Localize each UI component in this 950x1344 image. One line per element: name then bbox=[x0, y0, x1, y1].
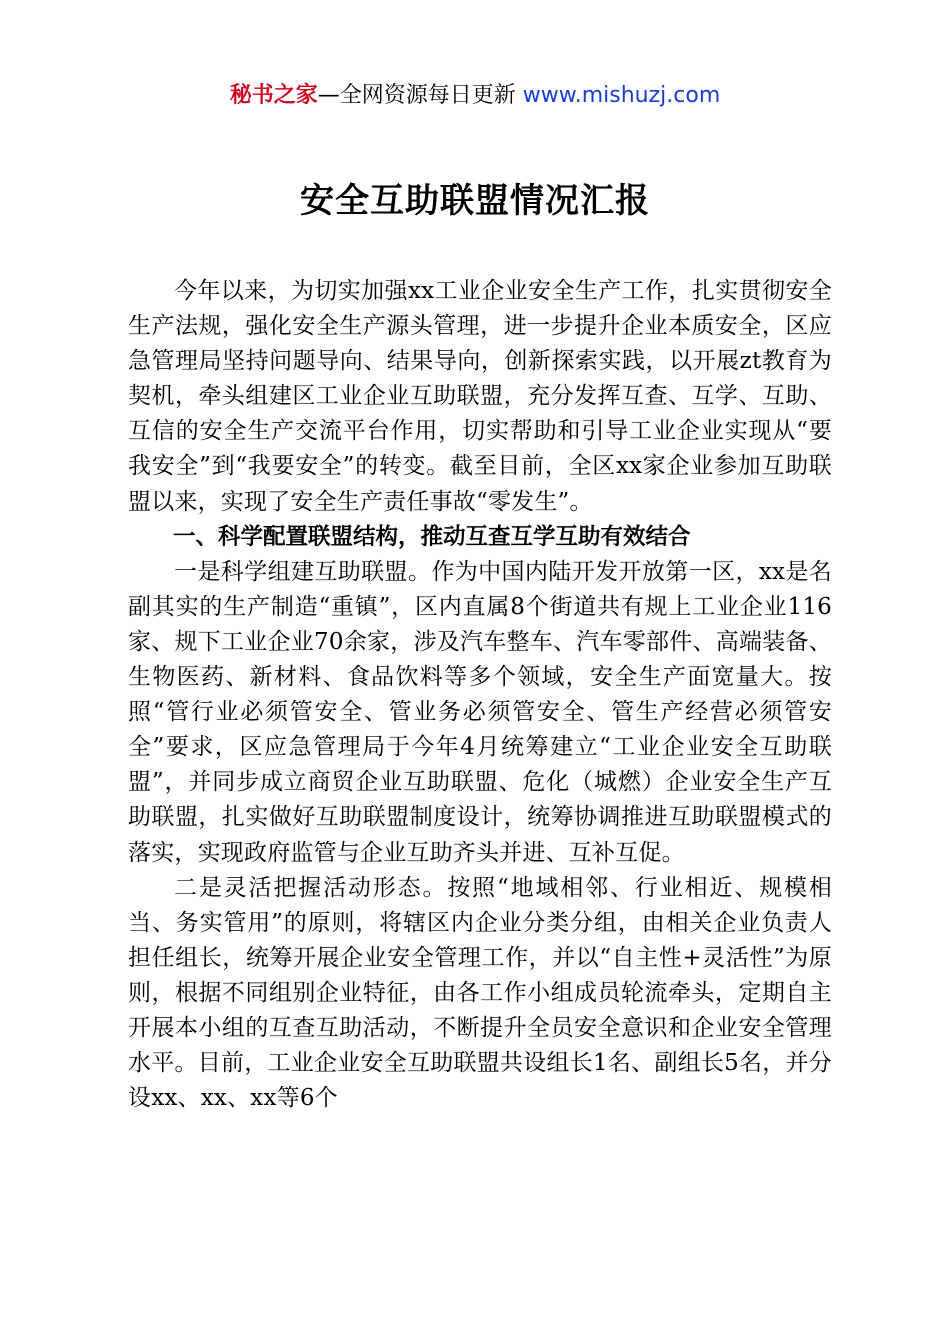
site-banner bbox=[0, 80, 950, 112]
paragraph-intro: 今年以来，为切实加强xx工业企业安全生产工作，扎实贯彻安全生产法规，强化安全生产源头管理，进一步提升企业本质安全，区应急管理局坚持问题导向、结果导向，创新探索实践，以开展zt教育为契机，牵头组建区工业企业互助联盟，充分发挥互查、互学、互助、互信的安全生产交流平台作用，切实帮助和引导工业企业实现从“要我安全”到“我要安全”的转变。截至目前，全区xx家企业参加互助联盟以来，实现了安全生产责任事故“零发生”。 bbox=[128, 278, 832, 515]
banner-tagline: 全网资源每日更新 bbox=[339, 83, 516, 108]
paragraph-point-2: 二是灵活把握活动形态。按照“地域相邻、行业相近、规模相当、务实管用”的原则，将辖区内企业分类分组，由相关企业负责人担任组长，统筹开展企业安全管理工作，并以“自主性+灵活性”为原则，根据不同组别企业特征，由各工作小组成员轮流牵头，定期自主开展本小组的互查互助活动，不断提升全员安全意识和企业安全管理水平。目前，工业企业安全互助联盟共设组长1名、副组长5名，并分设xx、xx、xx等6个 bbox=[128, 874, 832, 1112]
banner-url[interactable]: www.mishuzj.com bbox=[522, 83, 721, 108]
banner-brand: 秘书之家 bbox=[229, 83, 318, 108]
banner-separator: — bbox=[317, 83, 340, 108]
paragraph-point-1: 一是科学组建互助联盟。作为中国内陆开发开放第一区，xx是名副其实的生产制造“重镇”，区内直属8个街道共有规上工业企业116家、规下工业企业70余家，涉及汽车整车、汽车零部件、高端装备、生物医药、新材料、食品饮料等多个领域，安全生产面宽量大。按照“管行业必须管安全、管业务必须管安全、管生产经营必须管安全”要求，区应急管理局于今年4月统筹建立“工业企业安全互助联盟”，并同步成立商贸企业互助联盟、危化（城燃）企业安全生产互助联盟，扎实做好互助联盟制度设计，统筹协调推进互助联盟模式的落实，实现政府监管与企业互助齐头并进、互补互促。 bbox=[128, 558, 832, 866]
document-body bbox=[128, 274, 832, 1116]
document-title: 安全互助联盟情况汇报 bbox=[300, 181, 650, 221]
section-heading-1: 一、科学配置联盟结构，推动互查互学互助有效结合 bbox=[173, 523, 691, 550]
